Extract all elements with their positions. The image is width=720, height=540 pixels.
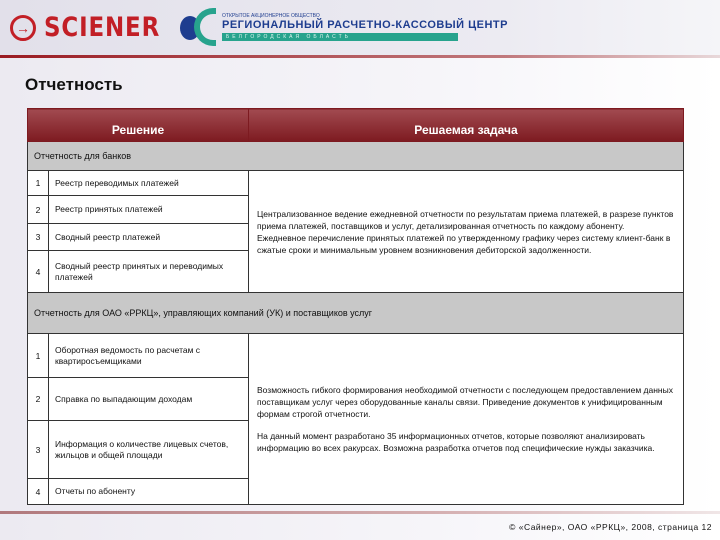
footer-divider [0,511,720,514]
row-name: Справка по выпадающим доходам [49,378,249,421]
rrkc-logo-small: ОТКРЫТОЕ АКЦИОНЕРНОЕ ОБЩЕСТВО [222,13,320,19]
description-text: Централизованное ведение ежедневной отчетности по результатам приема платежей, в разрезе пунктов приема платежей, поставщиков и услуг, детализированная отчетность по каждому абоненту. Ежедневное перечисление принятых платежей по утвержденному графику через систему клиент-банк в сжатые сроки и минимальным уровнем возникновения дебиторской задолженности. [257,208,674,255]
reports-table [27,108,684,505]
row-number: 1 [28,171,49,196]
footer-copyright: © «Сайнер», ОАО «РРКЦ», 2008, страница 12 [509,522,712,532]
table-row [28,171,684,196]
row-number: 2 [28,196,49,224]
row-number: 4 [28,479,49,505]
page-title: Отчетность [25,75,123,94]
row-name: Информация о количестве лицевых счетов, жильцов и общей площади [49,421,249,479]
col-header-solution: Решение [28,109,249,142]
rrkc-logo-band: БЕЛГОРОДСКАЯ ОБЛАСТЬ [222,33,458,41]
section-title: Отчетность для ОАО «РРКЦ», управляющих компаний (УК) и поставщиков услуг [28,293,684,334]
section-title: Отчетность для банков [28,142,684,171]
section-description [249,334,684,505]
row-name: Сводный реестр принятых и переводимых платежей [49,251,249,293]
row-number: 3 [28,224,49,251]
row-name: Сводный реестр платежей [49,224,249,251]
col-header-task: Решаемая задача [249,109,684,142]
description-text: Возможность гибкого формирования необходимой отчетности с последующем предоставлением данных поставщикам услуг через оборудованные каналы связи. Приведение документов к унифицированным формам строгой отчетности. [257,385,673,419]
sciener-logo-text: SCIENER [44,12,161,43]
row-name: Реестр переводимых платежей [49,171,249,196]
rrkc-logo [178,8,508,46]
row-number: 4 [28,251,49,293]
row-number: 3 [28,421,49,479]
row-name: Оборотная ведомость по расчетам с квартиросъемщиками [49,334,249,378]
row-name: Реестр принятых платежей [49,196,249,224]
sciener-logo-icon: → [10,15,36,41]
row-name: Отчеты по абоненту [49,479,249,505]
rrkc-logo-title: РЕГИОНАЛЬНЫЙ РАСЧЕТНО-КАССОВЫЙ ЦЕНТР [222,19,508,31]
rrkc-logo-icon [178,8,216,46]
header-divider [0,55,720,58]
section-description [249,171,684,293]
table-row [28,334,684,378]
row-number: 1 [28,334,49,378]
description-text: На данный момент разработано 35 информационных отчетов, которые позволяют анализировать информацию во всех ракурсах. Возможна разработка отчетов под специфические нужды заказчика. [257,431,655,453]
row-number: 2 [28,378,49,421]
sciener-logo [10,12,181,43]
